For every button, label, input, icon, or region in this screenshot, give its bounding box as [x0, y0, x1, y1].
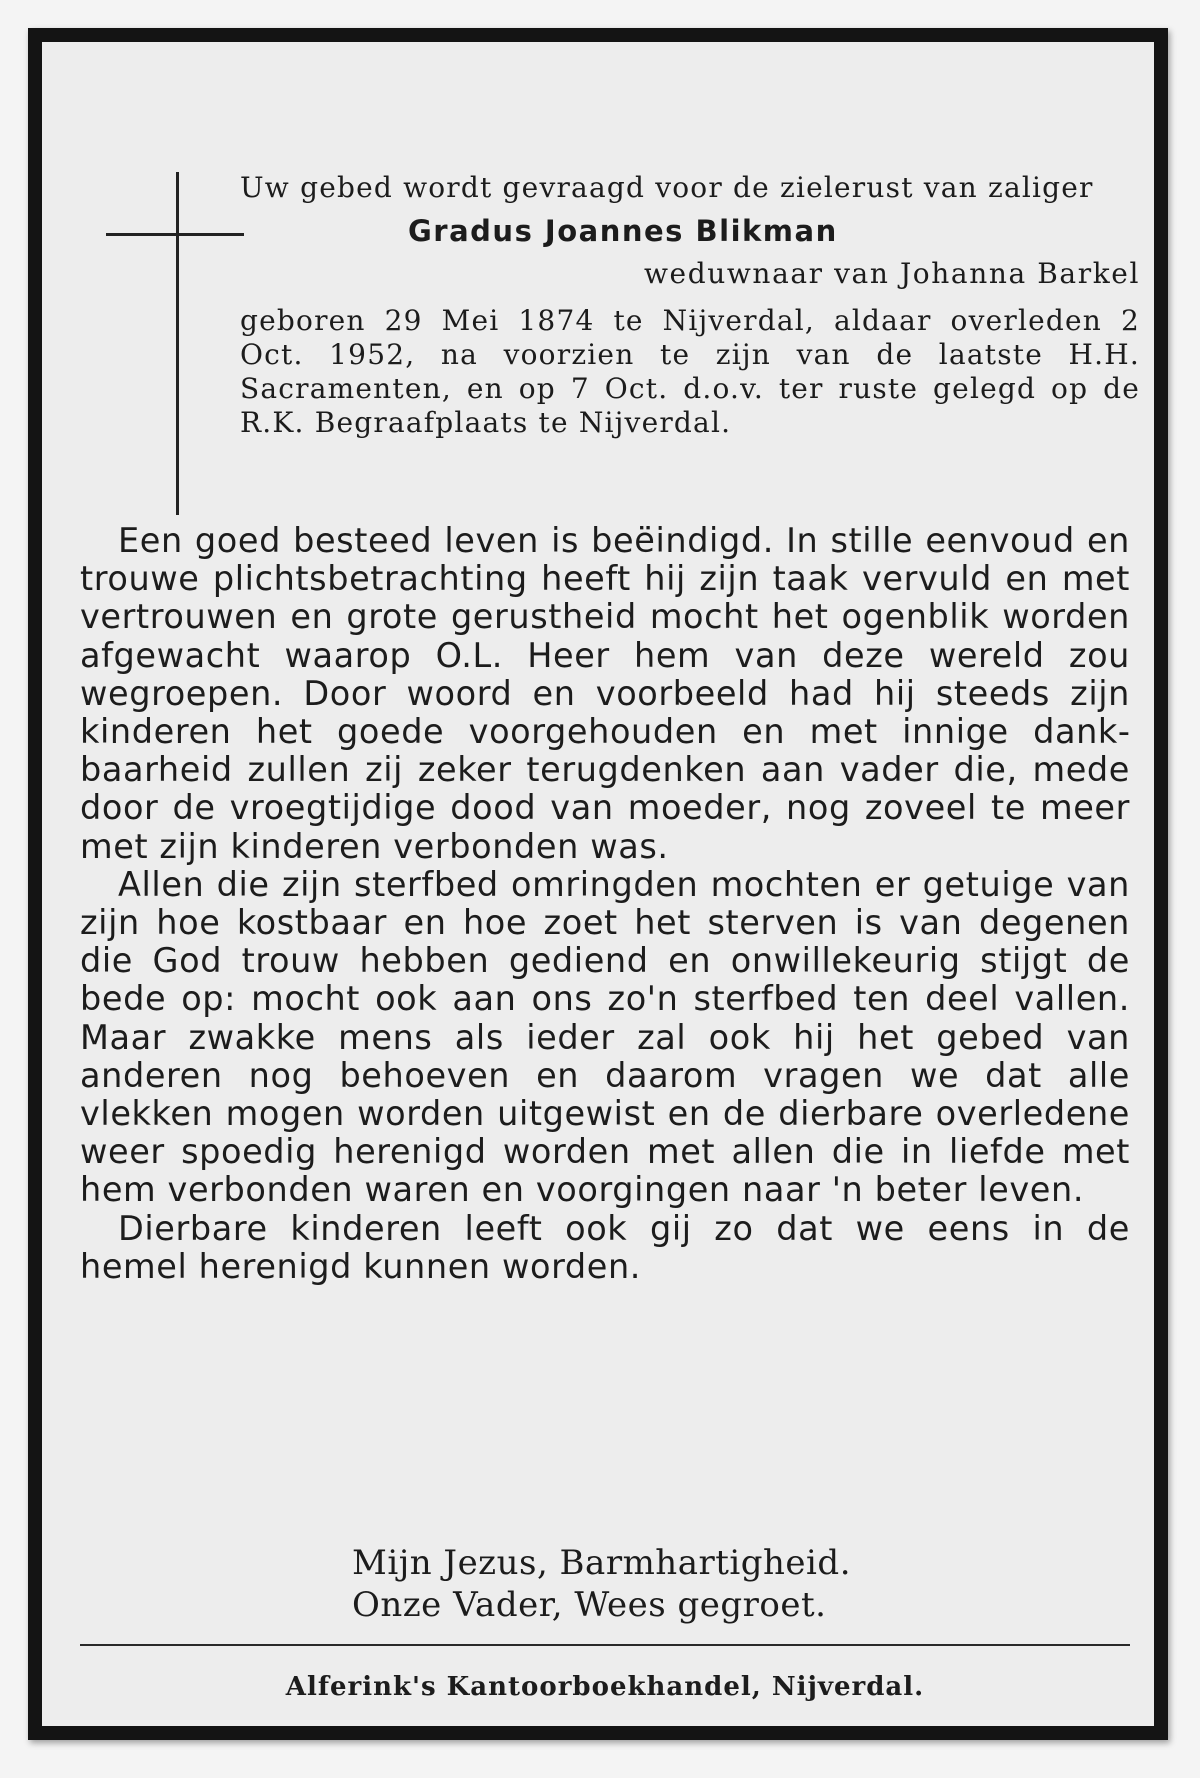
memorial-text	[80, 522, 1130, 1286]
memorial-paragraph-3: Dierbare kinderen leeft ook gij zo dat we eens in de hemel herenigd kunnen worden.	[80, 1208, 1130, 1286]
closing-prayers	[352, 1542, 912, 1626]
closing-prayer-2: Onze Vader, Wees gegroet.	[352, 1585, 827, 1625]
cross-vertical-bar	[176, 172, 179, 515]
closing-prayer-1: Mijn Jezus, Barmhartigheid.	[352, 1543, 851, 1583]
printer-credit: Alferink's Kantoorboekhandel, Nijverdal.	[285, 1672, 925, 1702]
cross-horizontal-bar	[106, 233, 244, 236]
widower-of: weduwnaar van Johanna Barkel	[643, 257, 1140, 290]
prayer-request: Uw gebed wordt gevraagd voor de zielerust van zaliger	[240, 171, 1094, 204]
card-header	[240, 170, 1140, 440]
footer-divider	[80, 1644, 1130, 1646]
deceased-name: Gradus Joannes Blikman	[408, 214, 838, 248]
memorial-card	[28, 28, 1168, 1740]
memorial-paragraph-2: Allen die zijn sterfbed omringden mochten er getuige van zijn hoe kostbaar en hoe zoet het sterven is van degenen die God trouw hebben gediend en onwillekeurig stijgt de bede op: mocht ook aan ons zo'n sterfbed ten deel vallen. Maar zwakke mens als ieder zal ook hij het gebed van anderen nog behoeven en daarom vragen we dat alle vlekken mogen worden uitgewist en de dierbare overledene weer spoedig herenigd worden met allen die in liefde met hem verbonden waren en voorgingen naar 'n beter leven.	[80, 864, 1130, 1210]
memorial-paragraph-1: Een goed besteed leven is beëindigd. In stille eenvoud en trouwe plichtsbetrachting heeft hij zijn taak vervuld en met vertrouwen en grote gerustheid mocht het ogenblik worden afgewacht waarop O.L. Heer hem van deze wereld zou wegroepen. Door woord en voorbeeld had hij steeds zijn kinderen het goede voorgehouden en met innige dankbaarheid zullen zij zeker terugdenken aan vader die, mede door de vroegtijdige dood van moeder, nog zoveel te meer met zijn kinderen verbonden was.	[80, 521, 1130, 866]
life-details: geboren 29 Mei 1874 te Nijverdal, aldaar overleden 2 Oct. 1952, na voorzien te zijn van de laatste H.H. Sacramenten, en op 7 Oct. d.o.v. ter ruste gelegd op de R.K. Begraafplaats te Nijverdal.	[240, 304, 1140, 439]
